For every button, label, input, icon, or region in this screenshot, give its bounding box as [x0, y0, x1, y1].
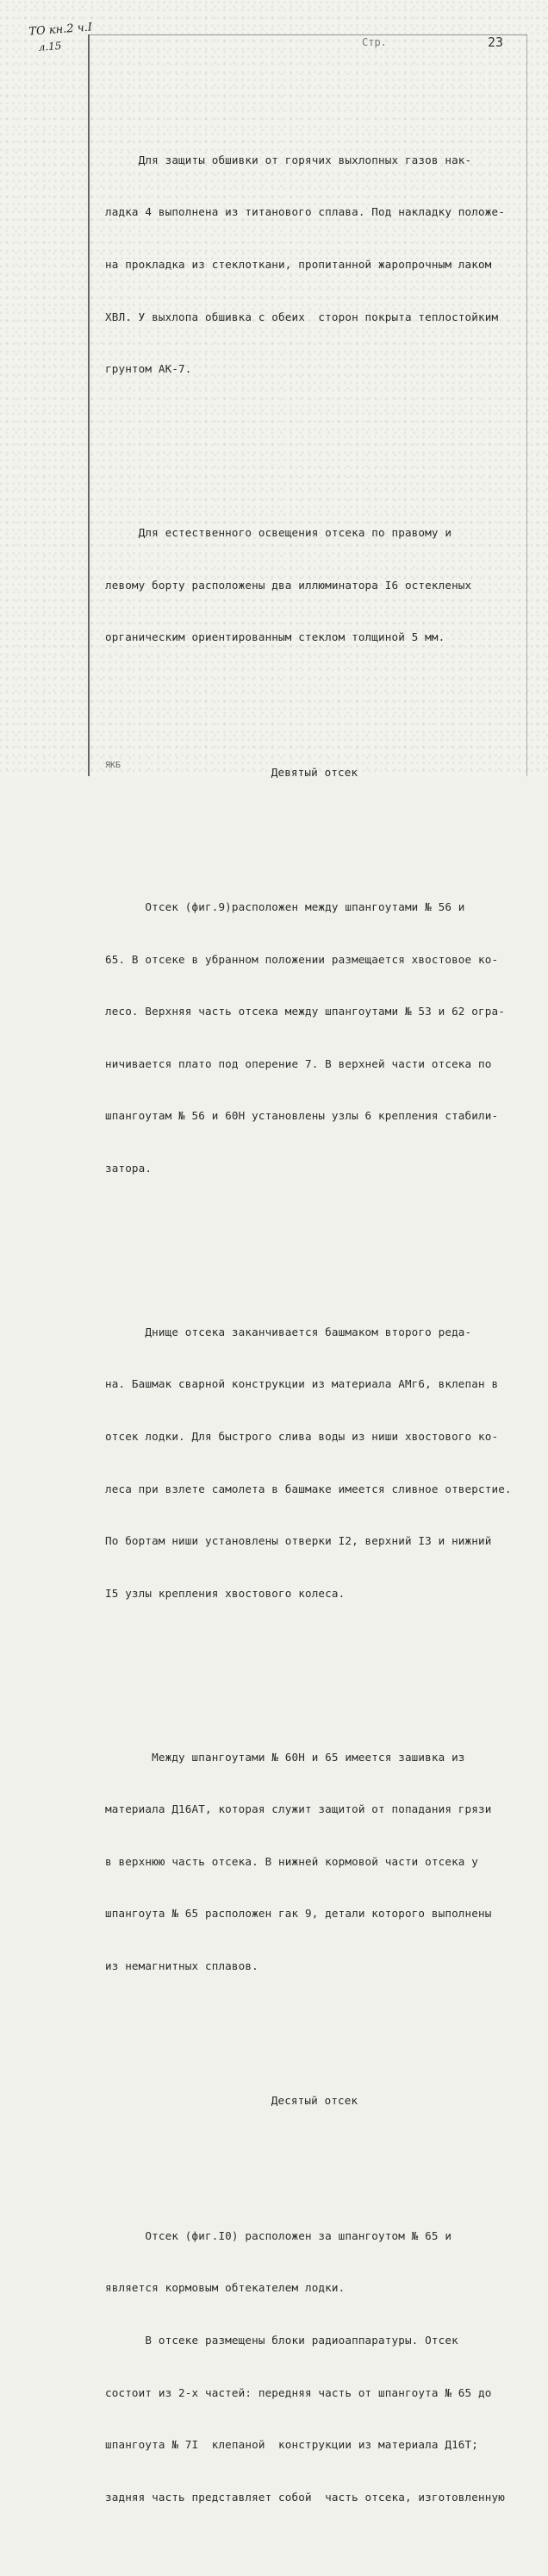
text-line: лесо. Верхняя часть отсека между шпангоутами № 53 и 62 огра-: [105, 1005, 505, 1018]
text-line: По бортам ниши установлены отверки I2, верхний I3 и нижний: [105, 1534, 492, 1548]
text-line: задняя часть представляет собой часть отсека, изготовленную: [105, 2490, 505, 2504]
text-line: Днище отсека заканчивается башмаком второго реда-: [105, 1325, 472, 1338]
archive-mark-line2: л.15: [38, 40, 62, 53]
text-line: отсек лодки. Для быстрого слива воды из ниши хвостового ко-: [105, 1429, 499, 1443]
text-line: в верхнюю часть отсека. В нижней кормовой части отсека у: [105, 1854, 478, 1868]
text-line: I5 узлы крепления хвостового колеса.: [105, 1586, 346, 1600]
paragraph-windows: [105, 490, 524, 681]
text-line: затора.: [105, 1161, 153, 1175]
paragraph-step-shoe: [105, 1288, 524, 1637]
frame-top-line: [88, 34, 527, 35]
paragraph-titanium-overlay: [105, 116, 524, 412]
paragraph-cover-panel: [105, 1714, 524, 2009]
text-line: шпангоутам № 56 и 60Н установлены узлы 6 крепления стабили-: [105, 1109, 499, 1123]
paragraph-tenth-compartment: [105, 2192, 524, 2541]
frame-right-line: [526, 34, 527, 776]
text-line: Отсек (фиг.9)расположен между шпангоутами № 56 и: [105, 900, 465, 913]
text-line: ХВЛ. У выхлопа обшивка с обеих сторон покрыта теплостойким: [105, 310, 499, 323]
text-line: Для защиты обшивки от горячих выхлопных газов нак-: [105, 153, 472, 166]
section-heading-tenth: Десятый отсек: [271, 2094, 358, 2108]
page-number: 23: [488, 34, 504, 50]
section-heading-ninth: Девятый отсек: [271, 765, 358, 779]
text-line: Для естественного освещения отсека по правому и: [105, 526, 452, 539]
page-label: Стр.: [362, 36, 387, 48]
text-line: шпангоута № 7I клепаной конструкции из материала Д16Т;: [105, 2438, 478, 2452]
text-line: на. Башмак сварной конструкции из материала АМг6, вклепан в: [105, 1377, 499, 1391]
paragraph-ninth-compartment: [105, 864, 524, 1213]
text-line: левому борту расположены два иллюминатора I6 остекленых: [105, 578, 472, 592]
text-line: грунтом АК-7.: [105, 362, 192, 376]
text-line: В отсеке размещены блоки радиоаппаратуры. Отсек: [105, 2333, 458, 2347]
text-line: из немагнитных сплавов.: [105, 1959, 258, 1972]
footer-mark: ЯКБ: [105, 761, 121, 770]
text-line: органическим ориентированным стеклом толщиной 5 мм.: [105, 630, 445, 644]
text-line: состоит из 2-х частей: передняя часть от шпангоута № 65 до: [105, 2385, 492, 2399]
text-line: 65. В отсеке в убранном положении размещается хвостовое ко-: [105, 952, 499, 966]
text-line: Между шпангоутами № 60Н и 65 имеется зашивка из: [105, 1750, 465, 1764]
text-line: материала Д16АТ, которая служит защитой от попадания грязи: [105, 1802, 492, 1816]
text-line: Отсек (фиг.I0) расположен за шпангоутом № 65 и: [105, 2228, 452, 2242]
frame-left-line: [88, 34, 90, 776]
text-line: является кормовым обтекателем лодки.: [105, 2281, 346, 2295]
text-line: ладка 4 выполнена из титанового сплава. Под накладку положе-: [105, 205, 505, 219]
archive-mark: [28, 20, 94, 55]
archive-mark-line1: ТО кн.2 ч.I: [28, 21, 93, 39]
document-body: [105, 82, 524, 2576]
text-line: ничивается плато под оперение 7. В верхней части отсека по: [105, 1056, 492, 1070]
text-line: на прокладка из стеклоткани, пропитанной жаропрочным лаком: [105, 258, 492, 271]
text-line: шпангоута № 65 расположен гак 9, детали которого выполнены: [105, 1907, 492, 1921]
text-line: леса при взлете самолета в башмаке имеется сливное отверстие.: [105, 1482, 512, 1495]
